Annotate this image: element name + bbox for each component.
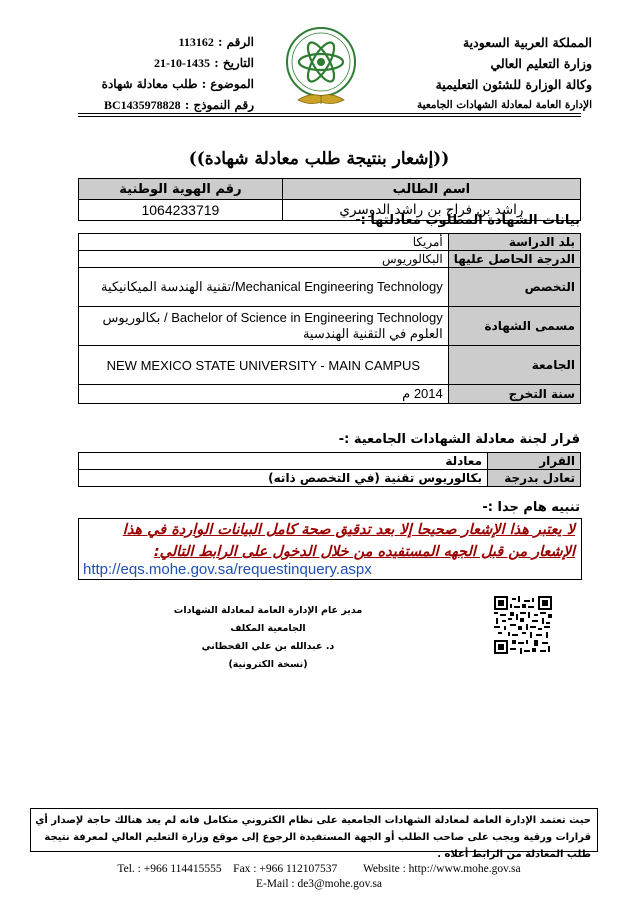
decision-label: القرار — [488, 453, 581, 470]
signature-note: (نسخة الكترونية) — [228, 659, 308, 670]
header-department: الإدارة العامة لمعادلة الشهادات الجامعية — [417, 99, 592, 111]
signature-title: مدير عام الإدارة العامة لمعادلة الشهادات الجامعية المكلف — [173, 605, 363, 634]
cert-degree-value: البكالوريوس — [79, 251, 449, 268]
footer — [0, 862, 638, 892]
table-row — [79, 346, 581, 385]
table-row — [79, 385, 581, 404]
verification-link[interactable]: http://eqs.mohe.gov.sa/requestinquery.aspx — [83, 561, 372, 578]
note-box — [30, 808, 598, 860]
qr-code-icon — [494, 596, 552, 654]
footer-tel: Tel. : +966 114415555 — [117, 863, 222, 875]
table-row — [79, 453, 581, 470]
decision-section-title: قرار لجنة معادلة الشهادات الجامعية :- — [338, 432, 580, 447]
cert-major-label: التخصص — [448, 268, 580, 307]
cert-major-value: Mechanical Engineering Technology/تقنية الهندسة الميكانيكية — [79, 268, 449, 307]
ministry-emblem-icon — [280, 22, 362, 114]
student-name: راشد بن فراج بن راشد الدوسري — [282, 200, 580, 221]
cert-year-value: 2014 م — [79, 385, 449, 404]
header-divider-thin — [78, 116, 581, 117]
header-kingdom: المملكة العربية السعودية — [462, 35, 592, 50]
important-title: تنبيه هام جدا :- — [482, 500, 580, 515]
header-divider — [78, 113, 581, 114]
cert-university-value: NEW MEXICO STATE UNIVERSITY - MAIN CAMPUS — [79, 346, 449, 385]
cert-country-value: أمريكا — [79, 234, 449, 251]
table-row — [79, 234, 581, 251]
decision-value: معادلة — [79, 453, 488, 470]
decision-table — [78, 452, 581, 487]
table-row — [79, 470, 581, 487]
reference-subject-value: طلب معادلة شهادة — [101, 77, 198, 91]
reference-number-value: 113162 — [178, 35, 214, 49]
signature-block — [168, 602, 368, 674]
cert-degree-label: الدرجة الحاصل عليها — [448, 251, 580, 268]
student-id: 1064233719 — [79, 200, 283, 221]
header-reference-block — [84, 32, 254, 116]
reference-subject: الموضوع : طلب معادلة شهادة — [101, 77, 254, 91]
reference-date-value: 1435-10-21 — [154, 56, 211, 70]
student-id-header: رقم الهوية الوطنية — [79, 179, 283, 200]
reference-form: رقم النموذج : BC1435978828 — [104, 98, 254, 112]
cert-year-label: سنة التخرج — [448, 385, 580, 404]
cert-title-label: مسمى الشهادة — [448, 307, 580, 346]
table-row — [79, 307, 581, 346]
note-text: حيث تعتمد الإدارة العامة لمعادلة الشهادات الجامعية على نظام الكتروني متكامل فانه لم يعد هنالك حاجة لإصدار أي قرارات ورقية ويجب على صاحب الطلب أو الجهة المستفيدة الرجوع إلى موقع وزارة التعليم العالي لمعرفة نتيجة طلب المعادلة من الرابط أعلاه . — [35, 815, 591, 860]
cert-country-label: بلد الدراسة — [448, 234, 580, 251]
warning-box — [78, 518, 582, 580]
header-ministry: وزارة التعليم العالي — [490, 56, 592, 71]
equivalence-value: بكالوريوس تقنية (في التخصص ذاته) — [79, 470, 488, 487]
student-name-header: اسم الطالب — [282, 179, 580, 200]
signature-name: د. عبدالله بن علي القحطاني — [201, 641, 335, 652]
warning-text: لا يعتبر هذا الإشعار صحيحا إلا بعد تدقيق صحة كامل البيانات الواردة في هذا الإشعار من قبل الجهه المستفيده من خلال الدخول على الرابط التالي: — [122, 522, 575, 560]
cert-title-value: Bachelor of Science in Engineering Technology / بكالوريوس العلوم في التقنية الهندسية — [79, 307, 449, 346]
reference-form-value: BC1435978828 — [104, 98, 181, 112]
header-agency: وكالة الوزارة للشئون التعليمية — [435, 77, 592, 92]
cert-university-label: الجامعة — [448, 346, 580, 385]
page-title: ((إشعار بنتيجة طلب معادلة شهادة)) — [188, 149, 450, 169]
table-row — [79, 251, 581, 268]
certificate-table — [78, 233, 581, 404]
footer-fax: Fax : +966 112107537 — [233, 863, 338, 875]
reference-date: التاريخ : 1435-10-21 — [154, 56, 254, 70]
certificate-section-title: بيانات الشهادة المطلوب معادلتها :- — [355, 213, 580, 228]
footer-email[interactable]: E-Mail : de3@mohe.gov.sa — [255, 878, 383, 890]
table-row — [79, 268, 581, 307]
footer-contacts — [0, 862, 638, 877]
equivalence-label: تعادل بدرجة — [488, 470, 581, 487]
reference-number: الرقم : 113162 — [178, 35, 254, 49]
footer-website[interactable]: Website : http://www.mohe.gov.sa — [362, 863, 521, 875]
header-ministry-block — [382, 32, 592, 116]
